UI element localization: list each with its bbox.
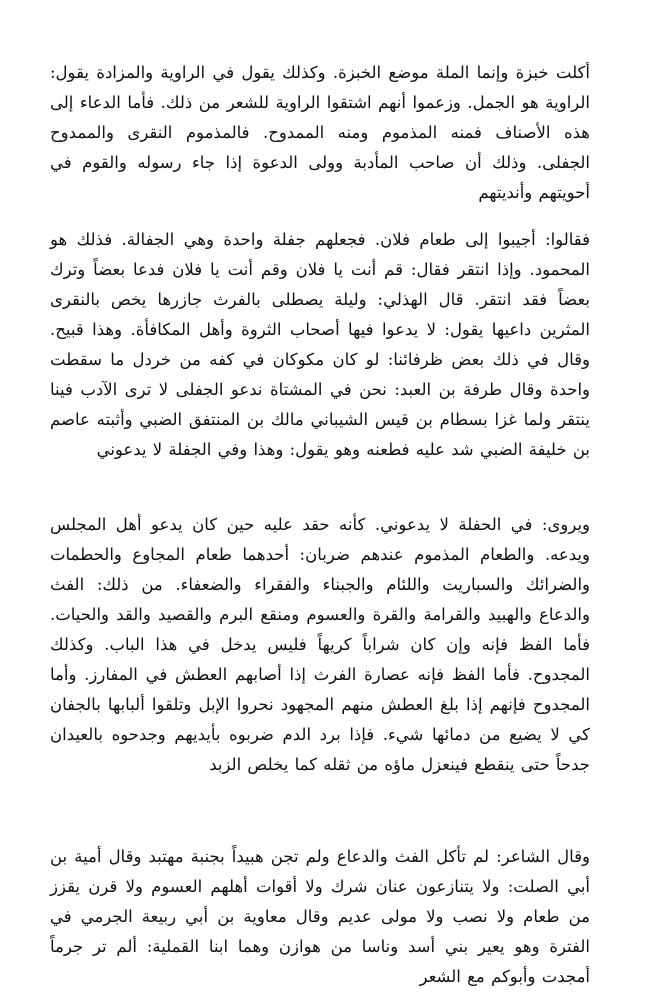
paragraph-3: ويروى: في الحفلة لا يدعوني. كأنه حقد عليه حين كان يدعو أهل المجلس ويدعه. والطعام المذموم عندهم ضربان: أحدهما طعام المجاوع والحطمات والضرائك والسباريت واللئام والجبناء والفقراء والضعفاء. من ذلك: الفث والدعاع والهبيد والقرامة والقرة والعسوم ومنقع البرم والقصيد والقد والحيات. فأما الفظ فإنه وإن كان شراباً كريهاً فليس يدخل في هذا الباب. وكذلك المجدوح. فأما الفظ فإنه عصارة الفرث إذا أصابهم العطش في المفارز. وأما المجدوح فإنهم إذا بلغ العطش منهم المجهود نحروا الإبل وتلقوا ألبابها بالجفان كي لا يضيع من دمائها شيء. فإذا برد الدم ضربوه بأيديهم وجدحوه بالعيدان جدحاً حتى ينقطع فينعزل ماؤه من ثقله كما يخلص الزبد <box>50 515 590 774</box>
paragraph-4: وقال الشاعر: لم تأكل الفث والدعاع ولم تجن هبيداً بجنبة مهتبد وقال أمية بن أبي الصلت: ولا يتنازعون عنان شرك ولا أقوات أهلهم العسوم ولا قرن يقزز من طعام ولا نصب ولا مولى عديم وقال معاوية بن أبي ربيعة الجرمي في الفترة وهو يعير بني أسد وناسا من هوازن وهما ابنا القملية: ألم تر جرماً أمجدت وأبوكم مع الشعر <box>50 847 590 986</box>
paragraph-1: أكلت خبزة وإنما الملة موضع الخبزة. وكذلك يقول في الراوية والمزادة يقول: الراوية هو الجمل. وزعموا أنهم اشتقوا الراوية للشعر من ذلك. فأما الدعاء إلى هذه الأصناف فمنه المذموم ومنه الممدوح. فالمذموم النقرى والممدوح الجفلى. وذلك أن صاحب المأدبة وولى الدعوة إذا جاء رسوله والقوم في أحويتهم وأنديتهم <box>50 63 590 202</box>
paragraph-2: فقالوا: أجيبوا إلى طعام فلان. فجعلهم جفلة واحدة وهي الجفالة. فذلك هو المحمود. وإذا انتقر فقال: قم أنت يا فلان وقم أنت يا فلان فدعا بعضاً وترك بعضاً فقد انتقر. قال الهذلي: وليلة يصطلى بالفرث جازرها يخص بالنقرى المثرين داعيها يقول: لا يدعوا فيها أصحاب الثروة وأهل المكافأة. وهذا قبيح. وقال في ذلك بعض ظرفائنا: لو كان مكوكان في كفه من خردل ما سقطت واحدة وقال طرفة بن العبد: نحن في المشتاة ندعو الجفلى لا ترى الآدب فينا ينتقر ولما غزا بسطام بن قيس الشيباني مالك بن المنتفق الضبي وأثبته عاصم بن خليفة الضبي شد عليه فطعنه وهو يقول: وهذا وفي الجفلة لا يدعوني <box>50 230 590 459</box>
